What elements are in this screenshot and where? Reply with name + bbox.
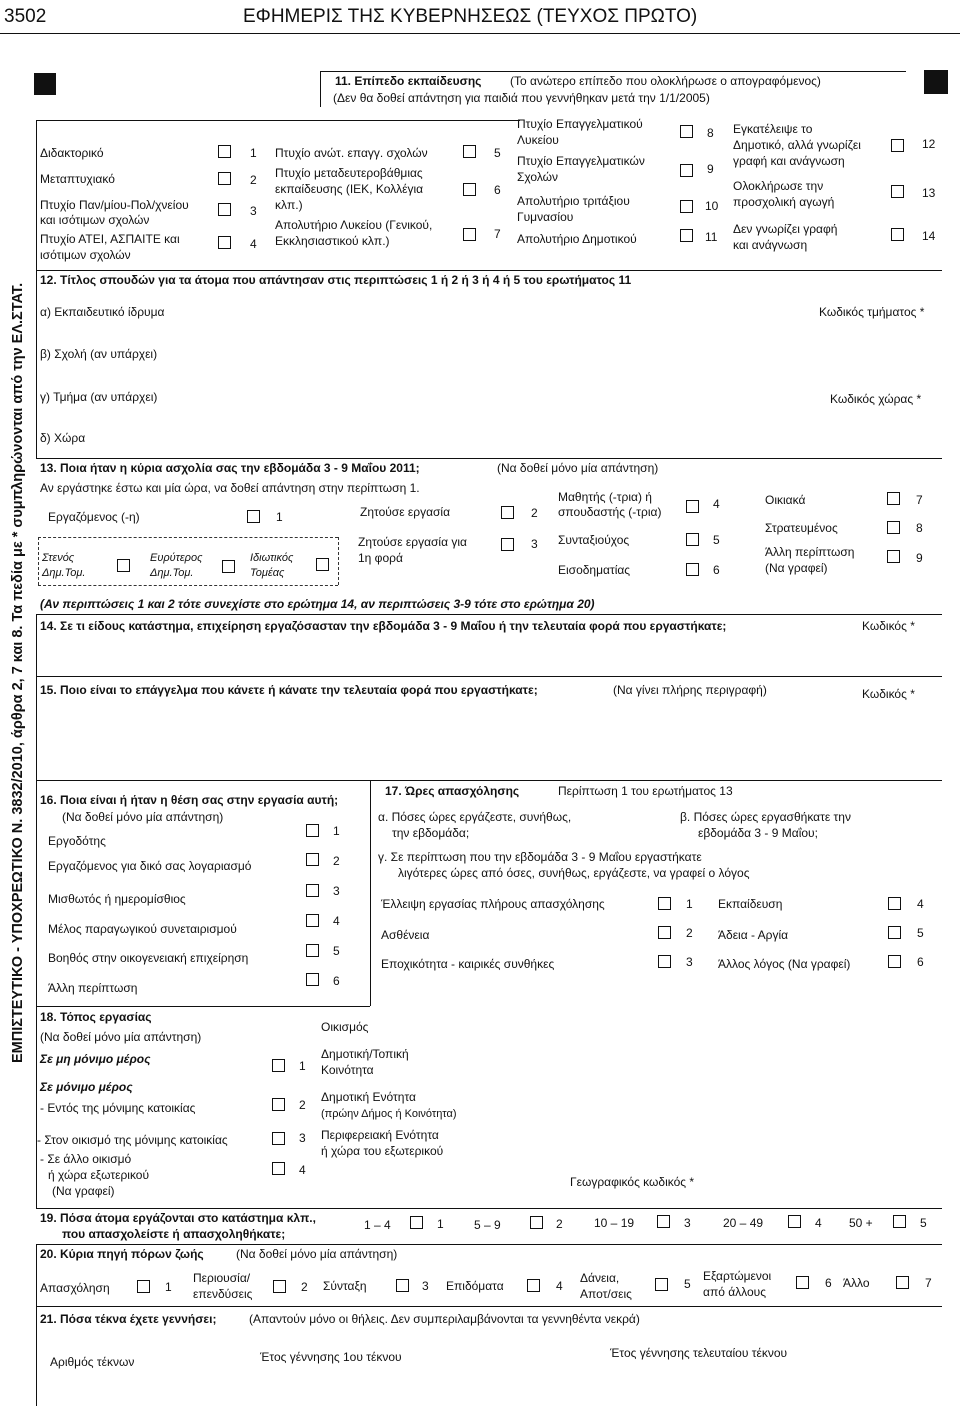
q16-option-label: Βοηθός στην οικογενειακή επιχείρηση bbox=[48, 951, 249, 965]
q20-option-label: Περιουσία/ bbox=[193, 1271, 251, 1285]
q21-note: (Απαντούν μόνο οι θήλεις. Δεν συμπεριλαμβάνονται τα γεννηθέντα νεκρά) bbox=[249, 1312, 640, 1326]
q13-checkbox-6[interactable] bbox=[686, 563, 699, 576]
q12-institution-label: α) Εκπαιδευτικό ίδρυμα bbox=[40, 305, 165, 319]
q11-checkbox-9[interactable] bbox=[680, 164, 693, 177]
q13-sector-label: Δημ.Τομ. bbox=[150, 567, 194, 579]
registration-mark-left bbox=[34, 73, 56, 95]
q19-range-label: 50 + bbox=[849, 1216, 873, 1230]
q16-option-label: Άλλη περίπτωση bbox=[48, 981, 138, 995]
q11-option-label: Πτυχίο ανώτ. επαγγ. σχολών bbox=[275, 146, 428, 160]
q18-right-label: Περιφερειακή Ενότητα bbox=[321, 1128, 439, 1142]
q18-right-label: (πρώην Δήμος ή Κοινότητα) bbox=[321, 1108, 457, 1120]
q17-a-label: την εβδομάδα; bbox=[392, 826, 470, 840]
q18-option-label: - Σε άλλο οικισμό bbox=[40, 1152, 132, 1166]
q11-option-label: Εκκλησιαστικού κλπ.) bbox=[275, 234, 390, 248]
q11-option-label: και ισότιμων σχολών bbox=[40, 213, 150, 227]
q13-option-label: Μαθητής (-τρια) ή bbox=[558, 490, 652, 504]
q11-option-label: Απολυτήριο Δημοτικού bbox=[517, 232, 637, 246]
q20-option-label: από άλλους bbox=[703, 1285, 766, 1299]
q18-right-label: Δημοτική/Τοπική bbox=[321, 1047, 409, 1061]
q20-checkbox-2[interactable] bbox=[273, 1280, 286, 1293]
q20-checkbox-7[interactable] bbox=[896, 1276, 909, 1289]
q13-option-label: Στρατευμένος bbox=[765, 521, 838, 535]
q11-option-label: Πτυχίο ΑΤΕΙ, ΑΣΠΑΙΤΕ και bbox=[40, 232, 180, 246]
q11-option-label: και ανάγνωση bbox=[733, 238, 808, 252]
q16-note: (Να δοθεί μόνο μία απάντηση) bbox=[62, 810, 224, 824]
q19-range-label: 20 – 49 bbox=[723, 1216, 764, 1230]
q13-title: 13. Ποια ήταν η κύρια ασχολία σας την εβδομάδα 3 - 9 Μαΐου 2011; bbox=[40, 461, 420, 475]
q13-sector-label: Ευρύτερος bbox=[150, 552, 203, 564]
q20-option-label: επενδύσεις bbox=[193, 1287, 253, 1301]
registration-mark-right bbox=[924, 70, 948, 94]
q17-b-label: β. Πόσες ώρες εργασθήκατε την bbox=[680, 810, 851, 824]
q18-option-label: - Στον οικισμό της μόνιμης κατοικίας bbox=[37, 1133, 228, 1147]
q11-option-label: Γυμνασίου bbox=[517, 210, 574, 224]
q13-option-label: 1η φορά bbox=[358, 551, 403, 565]
q17-option-label: Έλλειψη εργασίας πλήρους απασχόλησης bbox=[381, 897, 605, 911]
q11-checkbox-12[interactable] bbox=[891, 139, 904, 152]
q13-checkbox-9[interactable] bbox=[887, 550, 900, 563]
q14-code-label: Κωδικός * bbox=[862, 619, 915, 633]
page-number: 3502 bbox=[4, 6, 47, 27]
q13-line2: Αν εργάστηκε έστω και μία ώρα, να δοθεί απάντηση στην περίπτωση 1. bbox=[40, 481, 420, 495]
q11-checkbox-8[interactable] bbox=[680, 125, 693, 138]
q20-option-label: Δάνεια, bbox=[580, 1271, 620, 1285]
q17-checkbox-1[interactable] bbox=[658, 897, 671, 910]
q16-checkbox-6[interactable] bbox=[306, 973, 319, 986]
q19-title: 19. Πόσα άτομα εργάζονται στο κατάστημα κλπ., bbox=[40, 1211, 316, 1225]
q16-checkbox-5[interactable] bbox=[306, 944, 319, 957]
q13-option-label: Οικιακά bbox=[765, 493, 806, 507]
q13-sector-checkbox-public-narrow[interactable] bbox=[117, 559, 130, 572]
q20-note: (Να δοθεί μόνο μία απάντηση) bbox=[236, 1247, 398, 1261]
q17-option-label: Εποχικότητα - καιρικές συνθήκες bbox=[381, 957, 555, 971]
q20-checkbox-4[interactable] bbox=[527, 1279, 540, 1292]
q19-title: που απασχολείστε ή απασχοληθήκατε; bbox=[62, 1227, 286, 1241]
q19-range-label: 10 – 19 bbox=[594, 1216, 635, 1230]
q13-option-label: σπουδαστής (-τρια) bbox=[558, 505, 662, 519]
q11-checkbox-6[interactable] bbox=[463, 183, 476, 196]
q18-note: (Να δοθεί μόνο μία απάντηση) bbox=[40, 1030, 202, 1044]
q13-checkbox-3[interactable] bbox=[501, 538, 514, 551]
q13-option-label: (Να γραφεί) bbox=[765, 561, 828, 575]
q17-title: 17. Ώρες απασχόλησης bbox=[385, 784, 520, 798]
q16-option-label: Εργοδότης bbox=[48, 834, 106, 848]
q15-note: (Να γίνει πλήρης περιγραφή) bbox=[613, 683, 767, 697]
q11-option-label: Εγκατέλειψε το bbox=[733, 122, 813, 136]
q18-geo-code-label: Γεωγραφικός κωδικός * bbox=[570, 1175, 695, 1189]
q17-checkbox-4[interactable] bbox=[888, 897, 901, 910]
q13-option-label: Συνταξιούχος bbox=[558, 533, 630, 547]
q11-checkbox-7[interactable] bbox=[463, 228, 476, 241]
q11-option-label: Διδακτορικό bbox=[40, 146, 104, 160]
q13-sector-checkbox-private[interactable] bbox=[316, 558, 329, 571]
q11-checkbox-5[interactable] bbox=[463, 145, 476, 158]
q17-c-label: λιγότερες ώρες από όσες, συνήθως, εργάζεστε, να γραφεί ο λόγος bbox=[398, 866, 750, 880]
q19-range-label: 5 – 9 bbox=[474, 1218, 501, 1232]
q18-right-label: Δημοτική Ενότητα bbox=[321, 1090, 416, 1104]
q20-checkbox-6[interactable] bbox=[796, 1276, 809, 1289]
q21-count-label: Αριθμός τέκνων bbox=[50, 1355, 135, 1369]
q17-option-label: Άλλος λόγος (Να γραφεί) bbox=[718, 957, 851, 971]
q16-checkbox-4[interactable] bbox=[306, 914, 319, 927]
q16-option-label: Μέλος παραγωγικού συνεταιρισμού bbox=[48, 922, 237, 936]
q11-checkbox-4[interactable] bbox=[218, 236, 231, 249]
q13-sector-label: Στενός bbox=[42, 552, 75, 564]
q11-option-label: Ολοκλήρωσε την bbox=[733, 179, 824, 193]
side-note: ΕΜΠΙΣΤΕΥΤΙΚΟ - ΥΠΟΧΡΕΩΤΙΚΟ Ν. 3832/2010, άρθρα 2, 7 και 8. Τα πεδία με * συμπληρώνονται από την ΕΛ.ΣΤΑΤ. bbox=[10, 282, 26, 1063]
q12-school-label: β) Σχολή (αν υπάρχει) bbox=[40, 347, 158, 361]
q13-checkbox-4[interactable] bbox=[686, 500, 699, 513]
q19-range-label: 1 – 4 bbox=[364, 1218, 391, 1232]
q18-checkbox-2[interactable] bbox=[272, 1098, 285, 1111]
q11-option-label: προσχολική αγωγή bbox=[733, 195, 835, 209]
q13-checkbox-1[interactable] bbox=[247, 510, 260, 523]
q17-checkbox-6[interactable] bbox=[888, 955, 901, 968]
q11-note1: (Το ανώτερο επίπεδο που ολοκλήρωσε ο απογραφόμενος) bbox=[510, 74, 821, 88]
q13-checkbox-8[interactable] bbox=[887, 521, 900, 534]
q12-country-code-label: Κωδικός χώρας * bbox=[830, 392, 922, 406]
q18-option-label: - Εντός της μόνιμης κατοικίας bbox=[40, 1101, 196, 1115]
q11-option-label: ισότιμων σχολών bbox=[40, 248, 131, 262]
q13-checkbox-7[interactable] bbox=[887, 492, 900, 505]
q11-option-label: γραφή και ανάγνωση bbox=[733, 154, 845, 168]
q20-option-label: Αποτ/σεις bbox=[580, 1287, 632, 1301]
q11-checkbox-2[interactable] bbox=[218, 172, 231, 185]
q20-title: 20. Κύρια πηγή πόρων ζωής bbox=[40, 1247, 204, 1261]
q11-option-label: Απολυτήριο τριτάξιου bbox=[517, 194, 630, 208]
q16-checkbox-1[interactable] bbox=[306, 824, 319, 837]
q18-option-label: ή χώρα εξωτερικού bbox=[48, 1168, 150, 1182]
q17-a-label: α. Πόσες ώρες εργάζεστε, συνήθως, bbox=[378, 810, 572, 824]
q13-option-label: Εισοδηματίας bbox=[558, 563, 631, 577]
q16-checkbox-2[interactable] bbox=[306, 853, 319, 866]
q16-option-label: Εργαζόμενος για δικό σας λογαριασμό bbox=[48, 859, 252, 873]
q17-c-label: γ. Σε περίπτωση που την εβδομάδα 3 - 9 Μαΐου εργαστήκατε bbox=[378, 850, 702, 864]
q18-right-label: Κοινότητα bbox=[321, 1063, 374, 1077]
q19-checkbox-2[interactable] bbox=[530, 1216, 543, 1229]
q18-right-label: ή χώρα του εξωτερικού bbox=[321, 1144, 444, 1158]
q11-title: 11. Επίπεδο εκπαίδευσης bbox=[335, 74, 482, 88]
q18-heading: Σε μόνιμο μέρος bbox=[40, 1080, 133, 1094]
q17-option-label: Εκπαίδευση bbox=[718, 897, 783, 911]
q11-checkbox-10[interactable] bbox=[680, 200, 693, 213]
q13-checkbox-5[interactable] bbox=[686, 533, 699, 546]
q13-sector-label: Τομέας bbox=[250, 567, 285, 579]
q20-option-label: Εξαρτώμενοι bbox=[703, 1269, 772, 1283]
q13-footer: (Αν περιπτώσεις 1 και 2 τότε συνεχίστε στο ερώτημα 14, αν περιπτώσεις 3-9 τότε στο ερώτημα 20) bbox=[40, 597, 595, 611]
q17-checkbox-5[interactable] bbox=[888, 926, 901, 939]
q11-option-label: Απολυτήριο Λυκείου (Γενικού, bbox=[275, 218, 433, 232]
q13-sector-label: Ιδιωτικός bbox=[250, 552, 294, 564]
q11-checkbox-11[interactable] bbox=[680, 229, 693, 242]
q18-title: 18. Τόπος εργασίας bbox=[40, 1010, 152, 1024]
q17-checkbox-2[interactable] bbox=[658, 926, 671, 939]
q11-option-label: Πτυχίο Επαγγελματικών bbox=[517, 154, 645, 168]
q13-note: (Να δοθεί μόνο μία απάντηση) bbox=[497, 461, 659, 475]
q13-option-label: Εργαζόμενος (-η) bbox=[48, 510, 140, 524]
q12-title: 12. Τίτλος σπουδών για τα άτομα που απάντησαν στις περιπτώσεις 1 ή 2 ή 3 ή 4 ή 5 του ερωτήματος 11 bbox=[40, 273, 632, 287]
q18-right-label: Οικισμός bbox=[321, 1020, 369, 1034]
q21-last-year-label: Έτος γέννησης τελευταίου τέκνου bbox=[610, 1346, 788, 1360]
q11-option-label: Σχολών bbox=[517, 170, 559, 184]
q18-heading: Σε μη μόνιμο μέρος bbox=[40, 1052, 151, 1066]
q15-code-label: Κωδικός * bbox=[862, 687, 915, 701]
q17-case: Περίπτωση 1 του ερωτήματος 13 bbox=[558, 784, 733, 798]
q13-checkbox-2[interactable] bbox=[501, 506, 514, 519]
q11-option-label: Μεταπτυχιακό bbox=[40, 172, 115, 186]
q13-sector-label: Δημ.Τομ. bbox=[42, 567, 86, 579]
q13-option-label: Άλλη περίπτωση bbox=[765, 545, 855, 559]
q18-checkbox-3[interactable] bbox=[272, 1132, 285, 1145]
q13-sector-checkbox-public-wide[interactable] bbox=[222, 560, 235, 573]
q21-first-year-label: Έτος γέννησης 1ου τέκνου bbox=[260, 1350, 402, 1364]
page-title: ΕΦΗΜΕΡΙΣ ΤΗΣ ΚΥΒΕΡΝΗΣΕΩΣ (ΤΕΥΧΟΣ ΠΡΩΤΟ) bbox=[243, 6, 698, 27]
q18-option-label: (Να γραφεί) bbox=[52, 1184, 115, 1198]
q14-title: 14. Σε τι είδους κατάστημα, επιχείρηση εργαζόσασταν την εβδομάδα 3 - 9 Μαΐου ή την τελευταία φορά που εργαστήκατε; bbox=[40, 619, 727, 633]
q11-option-label: εκπαίδευσης (ΙΕΚ, Κολλέγια bbox=[275, 182, 424, 196]
header-rule bbox=[0, 33, 960, 34]
q11-option-label: Πτυχίο μεταδευτεροβάθμιας bbox=[275, 166, 423, 180]
q20-option-label: Σύνταξη bbox=[323, 1279, 367, 1293]
q12-department-label: γ) Τμήμα (αν υπάρχει) bbox=[40, 390, 158, 404]
q17-b-label: εβδομάδα 3 - 9 Μαΐου; bbox=[698, 826, 818, 840]
q18-checkbox-4[interactable] bbox=[272, 1162, 285, 1175]
q17-option-label: Άδεια - Αργία bbox=[718, 928, 789, 942]
q11-option-label: κλπ.) bbox=[275, 198, 303, 212]
q11-checkbox-14[interactable] bbox=[891, 228, 904, 241]
q19-checkbox-3[interactable] bbox=[657, 1215, 670, 1228]
q11-option-label: Δημοτικό, αλλά γνωρίζει bbox=[733, 138, 861, 152]
q11-option-label: Πτυχίο Παν/μίου-Πολ/χνείου bbox=[40, 198, 189, 212]
q12-country-label: δ) Χώρα bbox=[40, 431, 86, 445]
q20-option-label: Απασχόληση bbox=[40, 1281, 110, 1295]
q11-option-label: Δεν γνωρίζει γραφή bbox=[733, 222, 838, 236]
q16-title: 16. Ποια είναι ή ήταν η θέση σας στην εργασία αυτή; bbox=[40, 793, 339, 807]
q11-option-label: Πτυχίο Επαγγελματικού bbox=[517, 117, 643, 131]
q13-option-label: Ζητούσε εργασία bbox=[360, 505, 451, 519]
q12-dept-code-label: Κωδικός τμήματος * bbox=[819, 305, 925, 319]
q16-checkbox-3[interactable] bbox=[306, 884, 319, 897]
q20-checkbox-1[interactable] bbox=[137, 1280, 150, 1293]
q17-checkbox-3[interactable] bbox=[658, 955, 671, 968]
q16-option-label: Μισθωτός ή ημερομίσθιος bbox=[48, 892, 186, 906]
q19-checkbox-4[interactable] bbox=[788, 1215, 801, 1228]
q17-option-label: Ασθένεια bbox=[381, 928, 430, 942]
q21-title: 21. Πόσα τέκνα έχετε γεννήσει; bbox=[40, 1312, 217, 1326]
q19-checkbox-5[interactable] bbox=[893, 1215, 906, 1228]
q20-checkbox-5[interactable] bbox=[655, 1278, 668, 1291]
q11-checkbox-1[interactable] bbox=[218, 145, 231, 158]
q20-option-label: Επιδόματα bbox=[446, 1279, 504, 1293]
q11-checkbox-3[interactable] bbox=[218, 203, 231, 216]
q20-checkbox-3[interactable] bbox=[396, 1279, 409, 1292]
q11-checkbox-13[interactable] bbox=[891, 185, 904, 198]
q13-option-label: Ζητούσε εργασία για bbox=[358, 535, 467, 549]
q20-option-label: Άλλο bbox=[843, 1276, 870, 1290]
q11-option-label: Λυκείου bbox=[517, 133, 559, 147]
q11-note2: (Δεν θα δοθεί απάντηση για παιδιά που γεννήθηκαν μετά την 1/1/2005) bbox=[333, 91, 710, 105]
q19-checkbox-1[interactable] bbox=[410, 1216, 423, 1229]
q18-checkbox-1[interactable] bbox=[272, 1059, 285, 1072]
q15-title: 15. Ποιο είναι το επάγγελμα που κάνετε ή κάνατε την τελευταία φορά που εργαστήκατε; bbox=[40, 683, 538, 697]
